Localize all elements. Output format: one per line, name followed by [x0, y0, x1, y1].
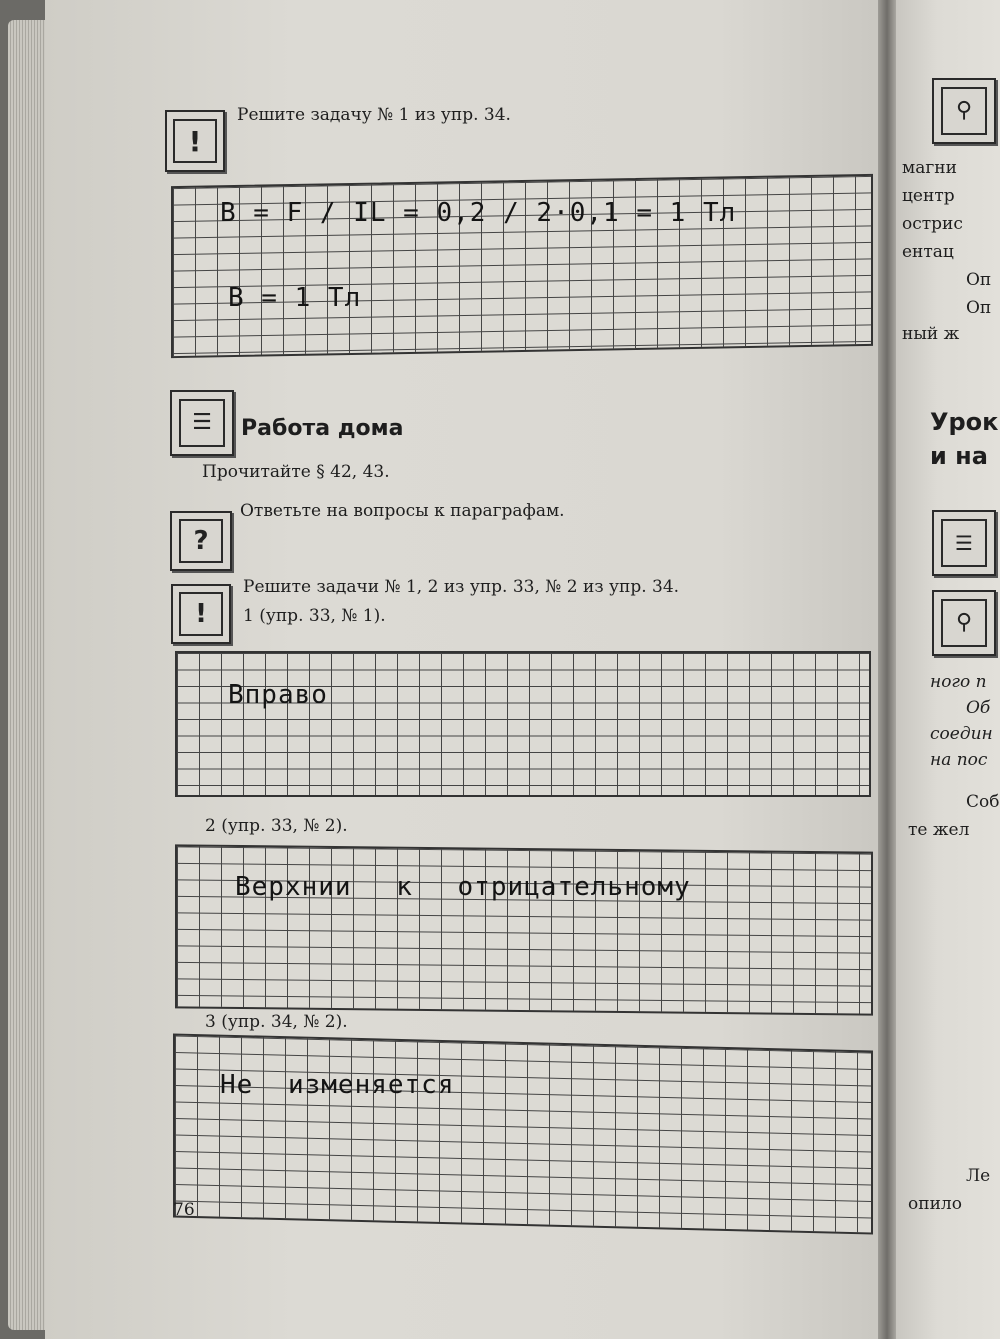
homework-read: Прочитайте § 42, 43. [202, 462, 390, 482]
homework-questions: Ответьте на вопросы к параграфам. [240, 501, 565, 521]
right-line-6: Оп [966, 298, 992, 318]
right-bottom-2: опило [908, 1194, 962, 1214]
magnifier-icon: ⚲ [932, 78, 996, 144]
answer1-line2: B = 1 Тл [228, 283, 362, 313]
page-number: 76 [173, 1200, 195, 1220]
exclamation-icon: ! [171, 584, 231, 644]
subtask3-answer: Не изменяется [220, 1070, 455, 1100]
answer-grid-3 [173, 1033, 873, 1234]
right-heading-1: Урок [930, 408, 999, 436]
subtask2-label: 2 (упр. 33, № 2). [205, 816, 348, 836]
subtask3-label: 3 (упр. 34, № 2). [205, 1012, 348, 1032]
right-bottom-1: Ле [966, 1166, 991, 1186]
homework-heading: Работа дома [241, 416, 404, 441]
right-line-1: магни [902, 158, 957, 178]
right-line-4: ентац [902, 242, 954, 262]
right-line-5: Оп [966, 270, 992, 290]
right-italic-3: соедин [930, 724, 993, 744]
subtask2-answer: Верхнии к отрицательному [235, 872, 691, 902]
left-page [45, 0, 885, 1339]
right-line-7: ный ж [902, 324, 960, 344]
books-icon: ☰ [170, 390, 234, 456]
answer-grid-2 [175, 844, 873, 1015]
right-page [896, 0, 1000, 1339]
right-italic-2: Об [966, 698, 991, 718]
right-heading-2: и на [930, 442, 988, 470]
right-line-2: центр [902, 186, 955, 206]
answer1-line1: B = F / IL = 0,2 / 2·0,1 = 1 Тл [220, 198, 737, 228]
task1-text: Решите задачу № 1 из упр. 34. [237, 105, 511, 125]
homework-tasks: Решите задачи № 1, 2 из упр. 33, № 2 из упр. 34. [243, 577, 680, 597]
right-italic-4: на пос [930, 750, 988, 770]
subtask1-label: 1 (упр. 33, № 1). [243, 606, 386, 626]
answer-grid-1 [175, 651, 871, 797]
right-line-8: Соб [966, 792, 1000, 812]
book-gutter [878, 0, 896, 1339]
exclamation-icon: ! [165, 110, 225, 172]
right-line-3: острис [902, 214, 963, 234]
right-line-9: те жел [908, 820, 970, 840]
subtask1-answer: Вправо [228, 680, 328, 710]
books-icon: ☰ [932, 510, 996, 576]
right-italic-1: ного п [930, 672, 987, 692]
question-icon: ? [170, 511, 232, 571]
magnifier-icon: ⚲ [932, 590, 996, 656]
